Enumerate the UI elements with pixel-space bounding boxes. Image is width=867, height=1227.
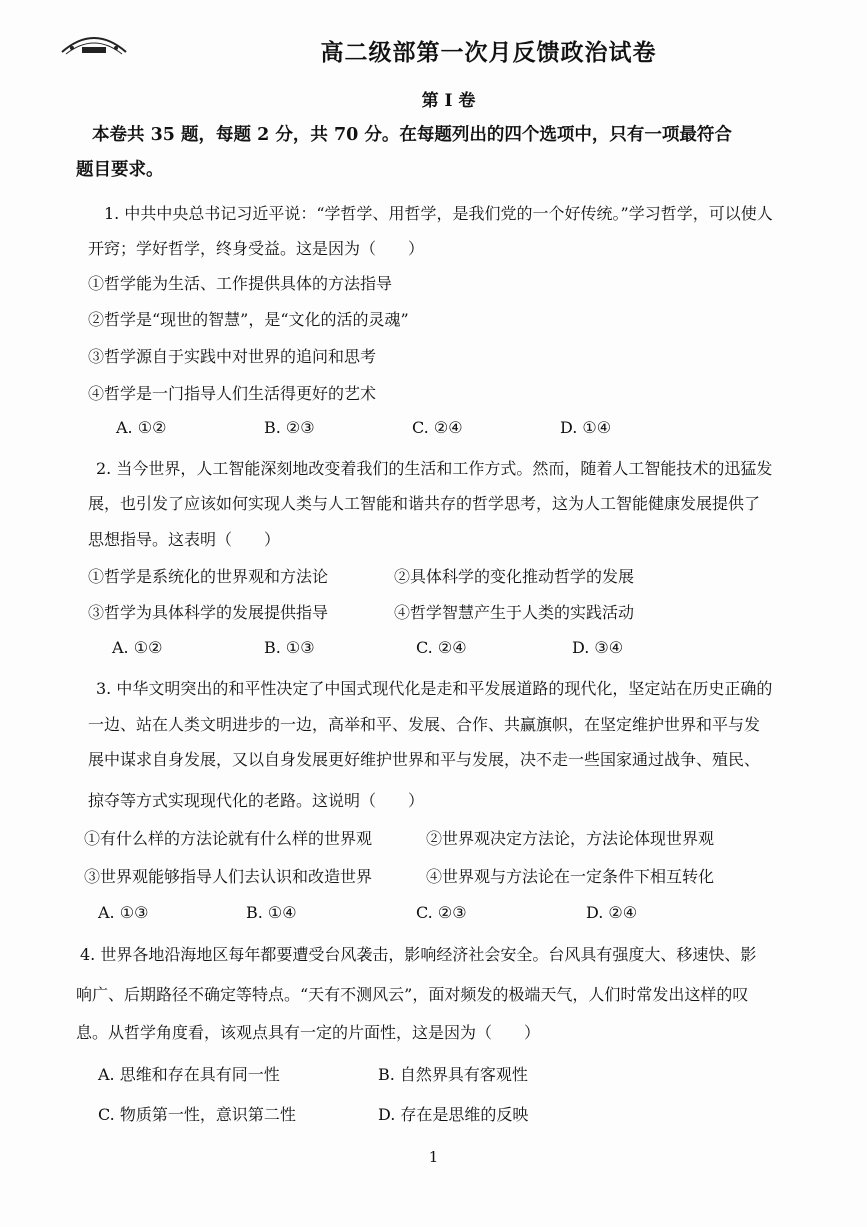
option-a[interactable]: A. ①② [112, 638, 163, 657]
option-d[interactable]: D. ①④ [560, 418, 612, 437]
question-text: 1. 中共中央总书记习近平说：“学哲学、用哲学，是我们党的一个好传统。”学习哲学，可以使人 [104, 204, 773, 223]
option-c[interactable]: C. ②④ [412, 418, 463, 437]
option-b[interactable]: B. ①③ [264, 638, 315, 657]
question-text: 开窍；学好哲学，终身受益。这是因为（ ） [88, 239, 425, 258]
option-b[interactable]: B. 自然界具有客观性 [378, 1065, 528, 1084]
question-text: 息。从哲学角度看，该观点具有一定的片面性，这是因为（ ） [76, 1023, 541, 1042]
question-text: 思想指导。这表明（ ） [88, 530, 281, 549]
option-d[interactable]: D. ②④ [586, 903, 638, 922]
option-d[interactable]: D. ③④ [572, 638, 624, 657]
option-b[interactable]: B. ②③ [264, 418, 315, 437]
statement-1: ①有什么样的方法论就有什么样的世界观 [84, 829, 373, 848]
statement-4: ④世界观与方法论在一定条件下相互转化 [426, 867, 715, 886]
instructions [76, 118, 792, 188]
option-a[interactable]: A. ①③ [98, 903, 149, 922]
question-text: 展，也引发了应该如何实现人类与人工智能和谐共存的哲学思考，这为人工智能健康发展提供了 [88, 494, 761, 513]
option-c[interactable]: C. ②③ [416, 903, 467, 922]
question-text: 一边、站在人类文明进步的一边，高举和平、发展、合作、共赢旗帜，在坚定维护世界和平与发 [88, 715, 761, 734]
option-d[interactable]: D. 存在是思维的反映 [378, 1105, 529, 1124]
statement-1: ①哲学是系统化的世界观和方法论 [88, 567, 329, 586]
statement-2: ②世界观决定方法论，方法论体现世界观 [426, 829, 715, 848]
option-c[interactable]: C. 物质第一性，意识第二性 [98, 1105, 296, 1124]
question-text: 2. 当今世界，人工智能深刻地改变着我们的生活和工作方式。然而，随着人工智能技术的迅猛发 [96, 459, 773, 478]
statement-4: ④哲学是一门指导人们生活得更好的艺术 [88, 384, 377, 403]
statement-3: ③哲学源自于实践中对世界的追问和思考 [88, 347, 377, 366]
option-a[interactable]: A. ①② [116, 418, 167, 437]
instructions-line-2: 题目要求。 [76, 160, 164, 180]
option-c[interactable]: C. ②④ [416, 638, 467, 657]
instructions-line-1: 本卷共 35 题，每题 2 分，共 70 分。在每题列出的四个选项中，只有一项最符合 [92, 125, 732, 145]
exam-title: 高二级部第一次月反馈政治试卷 [320, 39, 657, 66]
option-a[interactable]: A. 思维和存在具有同一性 [98, 1065, 280, 1084]
statement-3: ③哲学为具体科学的发展提供指导 [88, 603, 329, 622]
statement-2: ②哲学是“现世的智慧”，是“文化的活的灵魂” [88, 310, 409, 329]
question-text: 3. 中华文明突出的和平性决定了中国式现代化是走和平发展道路的现代化，坚定站在历史正确的 [96, 679, 773, 698]
option-b[interactable]: B. ①④ [246, 903, 297, 922]
section-heading: 第 I 卷 [421, 91, 476, 111]
question-text: 掠夺等方式实现现代化的老路。这说明（ ） [88, 791, 425, 810]
question-text: 4. 世界各地沿海地区每年都要遭受台风袭击，影响经济社会安全。台风具有强度大、移速快、影 [80, 945, 757, 964]
statement-1: ①哲学能为生活、工作提供具体的方法指导 [88, 274, 393, 293]
statement-4: ④哲学智慧产生于人类的实践活动 [394, 603, 635, 622]
statement-3: ③世界观能够指导人们去认识和改造世界 [84, 867, 373, 886]
statement-2: ②具体科学的变化推动哲学的发展 [394, 567, 635, 586]
page-number: 1 [428, 1148, 439, 1166]
question-text: 展中谋求自身发展，又以自身发展更好维护世界和平与发展，决不走一些国家通过战争、殖民、 [88, 750, 761, 769]
question-text: 响广、后期路径不确定等特点。“天有不测风云”，面对频发的极端天气，人们时常发出这样的叹 [76, 985, 749, 1004]
